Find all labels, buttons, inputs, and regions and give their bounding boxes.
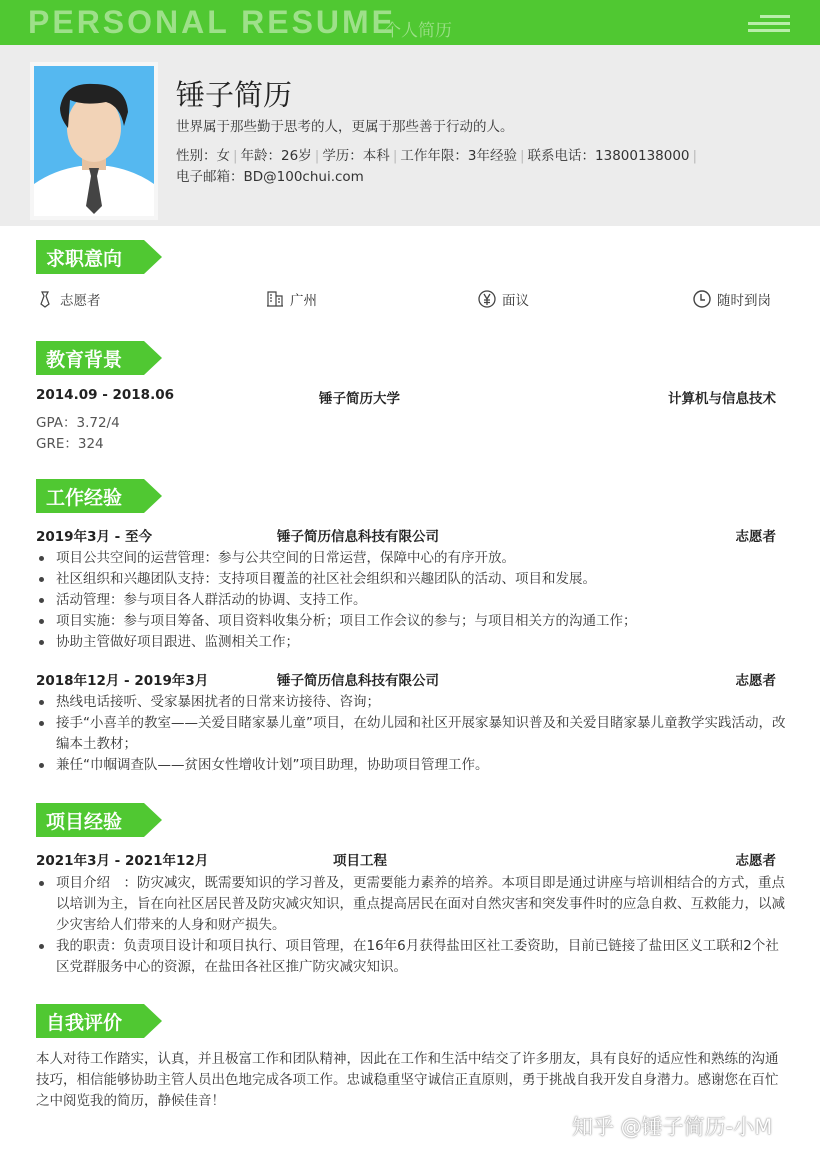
menu-icon[interactable] — [748, 15, 790, 33]
building-icon — [266, 290, 284, 308]
top-banner — [0, 0, 820, 45]
education-major: 计算机与信息技术 — [668, 391, 776, 407]
clock-icon — [693, 290, 711, 308]
yen-icon — [478, 290, 496, 308]
intent-position: 志愿者 — [36, 289, 101, 309]
info-age: 年龄：26岁 — [240, 148, 312, 164]
intent-salary: 面议 — [478, 289, 529, 309]
project-bullets — [36, 873, 788, 978]
basic-info: 性别：女 | 年龄：26岁 | 学历：本科 | 工作年限：3年经验 | 联系电话：13800138000 | 电子邮箱：BD@100chui.com — [176, 148, 698, 185]
education-gpa: GPA：3.72/4 — [36, 415, 120, 431]
list-item: 兼任“巾帼调查队——贫困女性增收计划”项目助理，协助项目管理工作。 — [36, 755, 788, 776]
info-email: 电子邮箱：BD@100chui.com — [176, 169, 364, 185]
info-phone: 联系电话：13800138000 — [527, 148, 690, 164]
profile-header — [0, 45, 820, 226]
info-degree: 学历：本科 — [322, 148, 390, 164]
list-item: 项目介绍 ：防灾减灾，既需要知识的学习普及，更需要能力素养的培养。本项目即是通过讲座与培训相结合的方式，重点以培训为主，旨在向社区居民普及防灾减灾知识，重点提高居民在面对自然灾害和突发事件时的应急自救、互救能力，以减少灾害给人们带来的人身和财产损失。 — [36, 873, 788, 936]
education-row — [36, 387, 776, 407]
list-item: 协助主管做好项目跟进、监测相关工作； — [36, 632, 788, 653]
education-school: 锤子简历大学 — [319, 391, 400, 407]
list-item: 热线电话接听、受家暴困扰者的日常来访接待、咨询； — [36, 692, 788, 713]
section-title-work: 工作经验 — [36, 479, 162, 513]
list-item: 接手“小喜羊的教室——关爱目睹家暴儿童”项目，在幼儿园和社区开展家暴知识普及和关爱目睹家暴儿童教学实践活动，改编本土教材； — [36, 713, 788, 755]
banner-title-en: PERSONAL RESUME — [28, 4, 397, 40]
watermark: 知乎 @锤子简历-小M — [572, 1115, 773, 1139]
section-title-project: 项目经验 — [36, 803, 162, 837]
tie-icon — [36, 290, 54, 308]
work-header: 2019年3月 - 至今 锤子简历信息科技有限公司 志愿者 — [36, 529, 776, 545]
education-gre: GRE：324 — [36, 436, 104, 452]
info-gender: 性别：女 — [176, 148, 230, 164]
work-bullets — [36, 692, 788, 776]
candidate-name: 锤子简历 — [176, 78, 293, 112]
list-item: 项目实施：参与项目筹备、项目资料收集分析；项目工作会议的参与；与项目相关方的沟通工作； — [36, 611, 788, 632]
work-header: 2018年12月 - 2019年3月 锤子简历信息科技有限公司 志愿者 — [36, 673, 776, 689]
list-item: 活动管理：参与项目各人群活动的协调、支持工作。 — [36, 590, 788, 611]
section-title-education: 教育背景 — [36, 341, 162, 375]
list-item: 项目公共空间的运营管理：参与公共空间的日常运营，保障中心的有序开放。 — [36, 548, 788, 569]
intent-availability: 随时到岗 — [693, 289, 771, 309]
info-experience: 工作年限：3年经验 — [400, 148, 517, 164]
section-title-intent: 求职意向 — [36, 240, 162, 274]
list-item: 我的职责：负责项目设计和项目执行、项目管理，在16年6月获得盐田区社工委资助，目前已链接了盐田区义工联和2个社区党群服务中心的资源，在盐田各社区推广防灾减灾知识。 — [36, 936, 788, 978]
project-header: 2021年3月 - 2021年12月 项目工程 志愿者 — [36, 853, 776, 869]
intent-city: 广州 — [266, 289, 317, 309]
list-item: 社区组织和兴趣团队支持：支持项目覆盖的社区社会组织和兴趣团队的活动、项目和发展。 — [36, 569, 788, 590]
motto: 世界属于那些勤于思考的人，更属于那些善于行动的人。 — [176, 119, 514, 135]
avatar — [30, 62, 158, 220]
banner-title-cn: 个人简历 — [384, 21, 452, 41]
section-title-self: 自我评价 — [36, 1004, 162, 1038]
education-period: 2014.09 - 2018.06 — [36, 387, 174, 403]
work-bullets — [36, 548, 788, 653]
self-evaluation: 本人对待工作踏实，认真，并且极富工作和团队精神，因此在工作和生活中结交了许多朋友，具有良好的适应性和熟练的沟通技巧，相信能够协助主管人员出色地完成各项工作。忠诚稳重坚守诚信正直原则，勇于挑战自我开发自身潜力。感谢您在百忙之中阅览我的简历，静候佳音！ — [36, 1051, 779, 1109]
